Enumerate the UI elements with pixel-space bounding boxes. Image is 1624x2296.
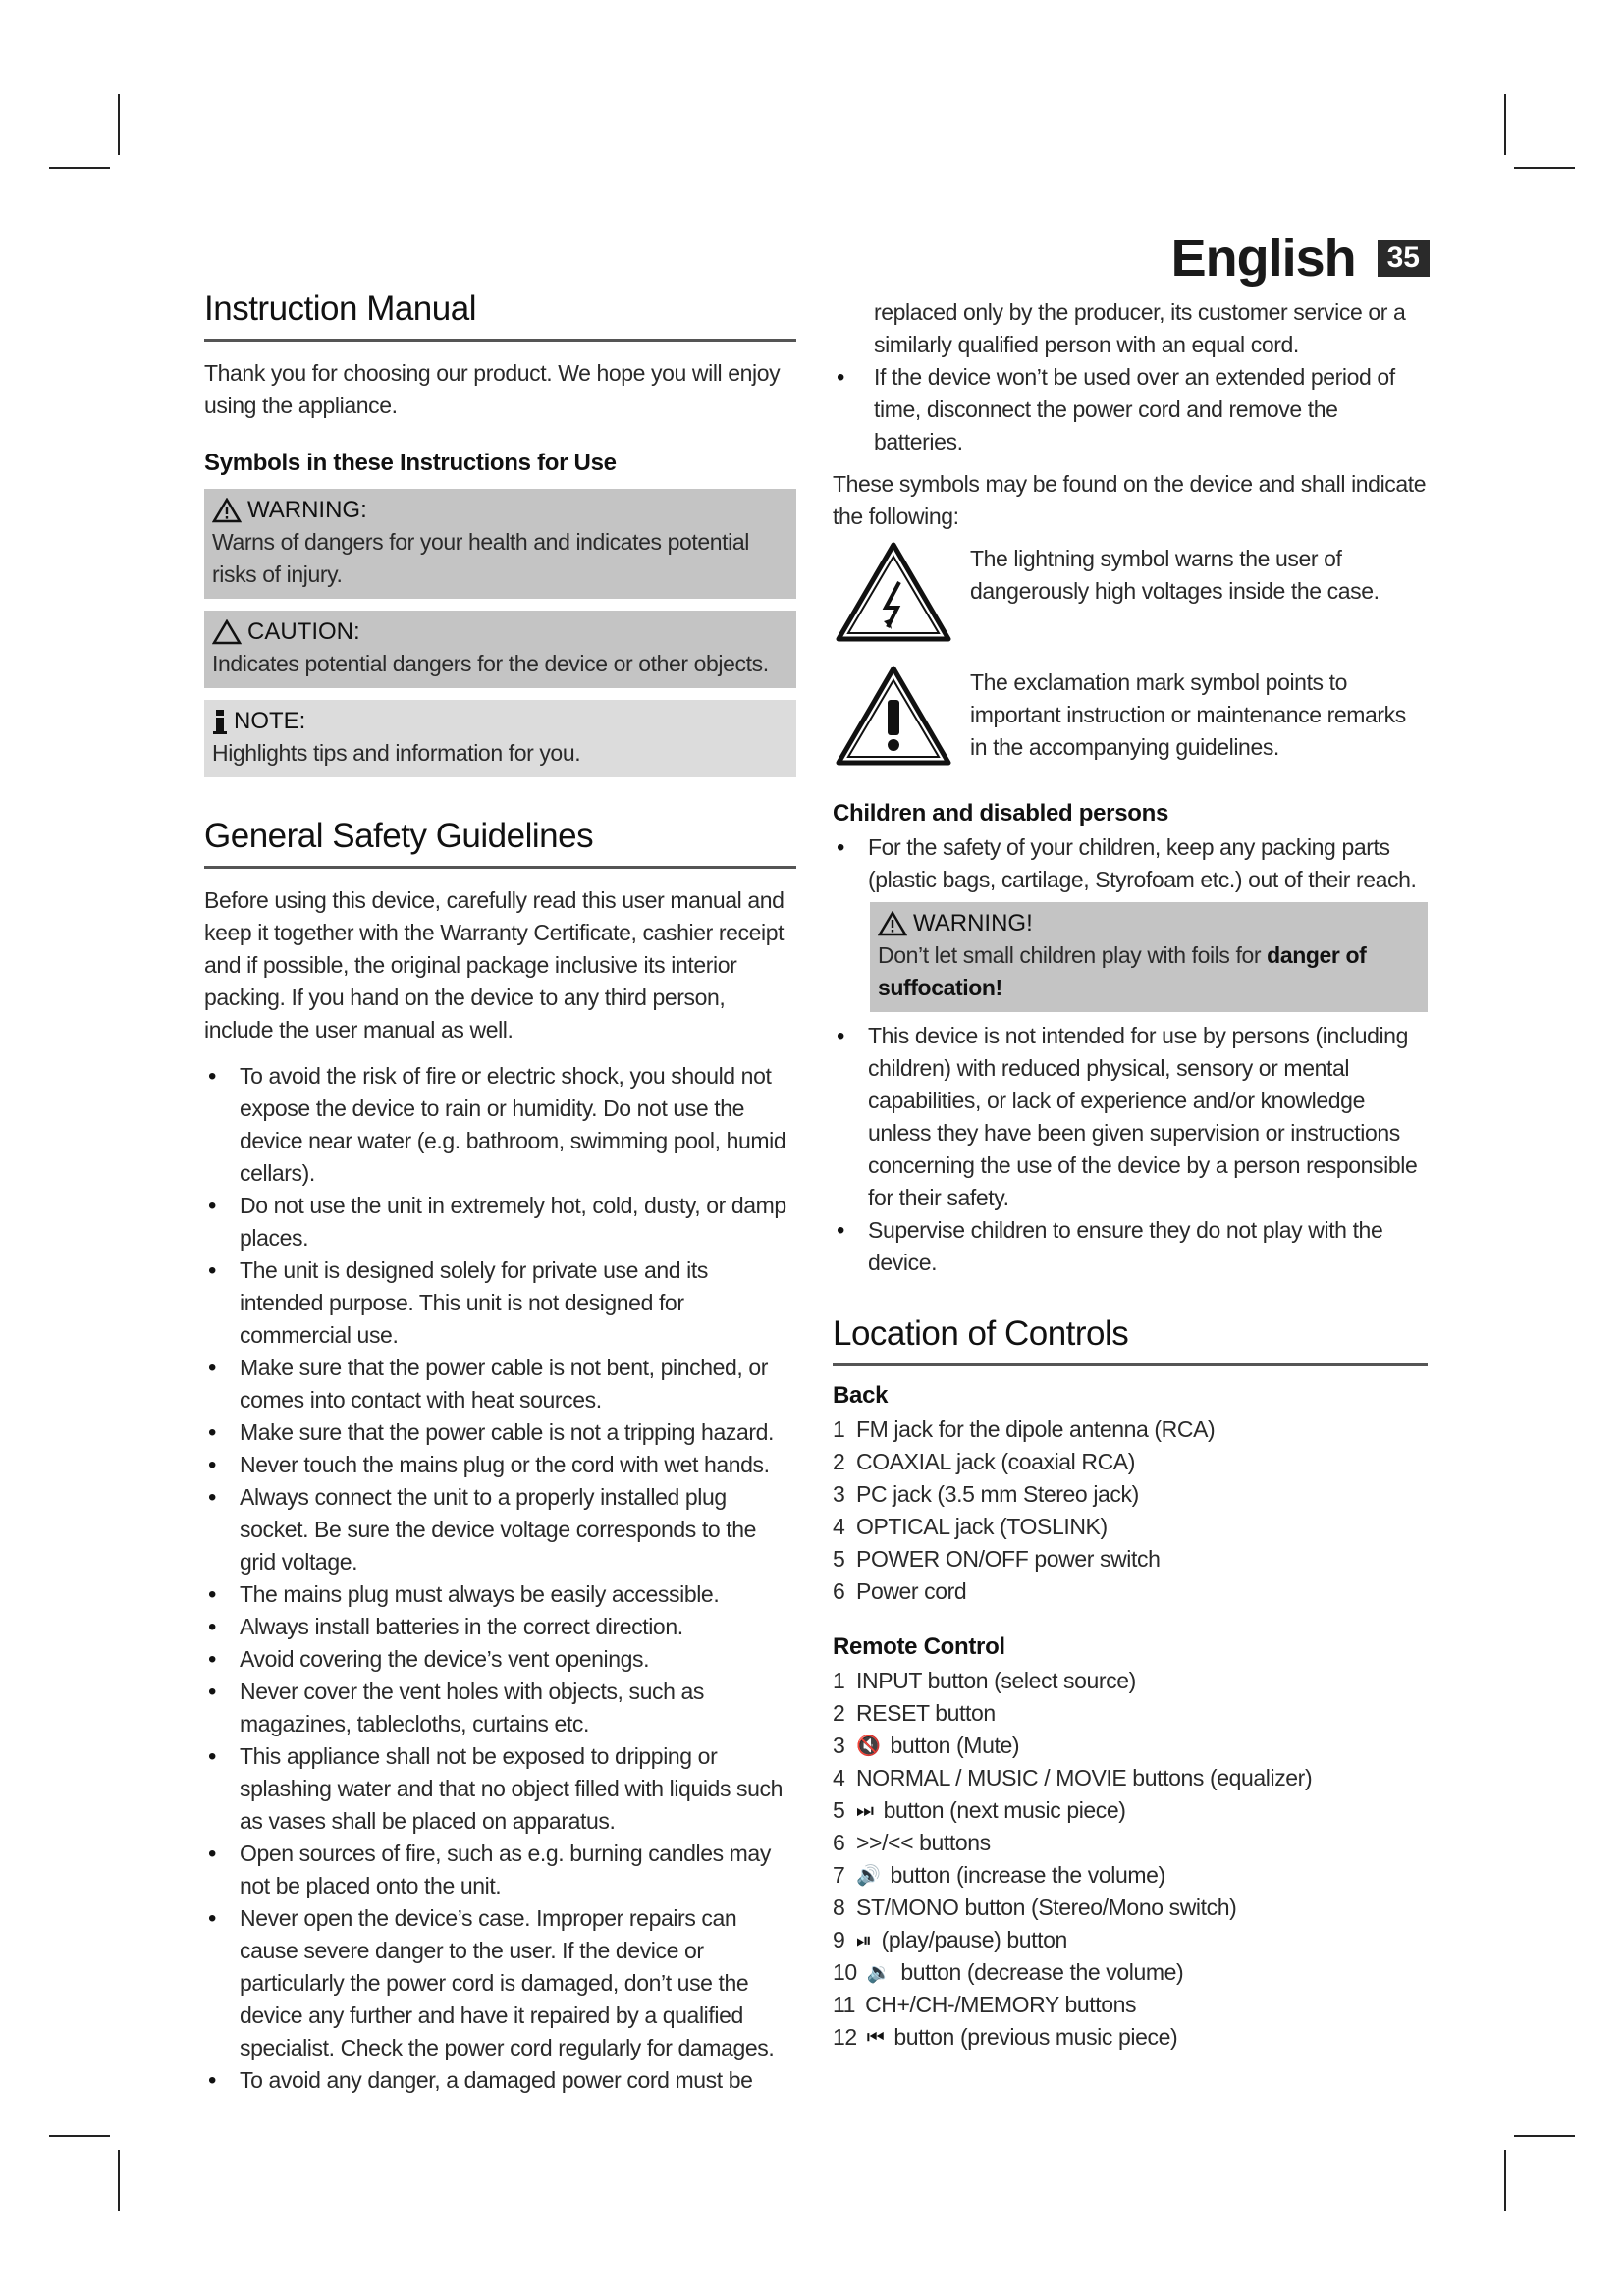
lightning-warning-icon [833,539,954,647]
caution-text: Indicates potential dangers for the device or other objects. [212,651,769,676]
list-item: • Open sources of fire, such as e.g. burning candles may not be placed onto the unit. [204,1838,796,1902]
crop-mark [49,2135,110,2137]
item-text: OPTICAL jack (TOSLINK) [856,1514,1108,1539]
next-track-icon: ⏭ [856,1798,874,1822]
list-item [833,1730,1428,1762]
item-number: 5 [833,1546,845,1572]
child-warning-title [878,908,1420,939]
list-item: • For the safety of your children, keep any packing parts (plastic bags, cartilage, Styrofoam etc.) out of their reach. [833,831,1428,896]
item-text: button (next music piece) [883,1797,1126,1823]
item-number: 3 [833,1481,845,1507]
list-item: • The unit is designed solely for private use and its intended purpose. This unit is not designed for commercial use. [204,1255,796,1352]
child-warning-title-text: WARNING! [913,910,1033,936]
crop-mark [1504,2150,1506,2211]
back-heading: Back [833,1382,889,1409]
safety-guidelines-title: General Safety Guidelines [204,817,796,869]
info-icon [212,708,228,735]
list-item [833,1956,1428,1989]
list-item [833,1924,1428,1956]
lightning-symbol-row [833,539,1428,647]
item-number: 10 [833,1959,857,1985]
item-text: button (Mute) [890,1733,1020,1758]
item-number: 2 [833,1700,845,1726]
list-item: • This appliance shall not be exposed to dripping or splashing water and that no object filled with liquids such as vases shall be placed on apparatus. [204,1740,796,1838]
list-item: • The mains plug must always be easily accessible. [204,1578,796,1611]
item-text: COAXIAL jack (coaxial RCA) [856,1449,1135,1474]
location-of-controls-title: Location of Controls [833,1314,1428,1366]
item-text: button (increase the volume) [890,1862,1165,1888]
list-item [833,1697,1428,1730]
item-text: Power cord [856,1578,967,1604]
list-item: • This device is not intended for use by persons (including children) with reduced physical, sensory or mental capabilities, or lack of experience and/or knowledge unless they have been given supervision or instructions concerning the use of the device by a person responsible for their safety. [833,1020,1428,1214]
symbols-heading: Symbols in these Instructions for Use [204,450,617,476]
list-item: • To avoid any danger, a damaged power cord must be [204,2064,796,2097]
children-heading: Children and disabled persons [833,800,1169,827]
safety-intro-text: Before using this device, carefully read this user manual and keep it together with the Warranty Certificate, cashier receipt and if possible, the original package inclusive its interior packing. If you hand on the device to any third person, include the user manual as well. [204,887,785,1042]
page-number: 35 [1378,240,1430,277]
volume-down-icon: 🔉 [866,1960,892,1984]
symbols-intro-text: These symbols may be found on the device and shall indicate the following: [833,471,1427,529]
item-text: button (previous music piece) [893,2024,1178,2050]
warning-title [212,495,788,526]
item-text: NORMAL / MUSIC / MOVIE buttons (equalizer) [856,1765,1313,1790]
exclamation-warning-icon [833,663,954,771]
item-number: 6 [833,1578,845,1604]
list-item [833,1543,1428,1575]
list-item [833,1478,1428,1511]
item-number: 5 [833,1797,845,1823]
warning-text: Warns of dangers for your health and indicates potential risks of injury. [212,529,749,587]
item-number: 7 [833,1862,845,1888]
children-bullet-list [833,831,1428,896]
warning-triangle-icon [212,498,242,523]
list-item: • Make sure that the power cable is not a tripping hazard. [204,1416,796,1449]
note-title-text: NOTE: [234,708,306,734]
intro-text: Thank you for choosing our product. We hope you will enjoy using the appliance. [204,360,781,418]
continued-text: replaced only by the producer, its customer service or a similarly qualified person with an equal cord. [874,299,1406,357]
item-number: 9 [833,1927,845,1952]
crop-mark [49,167,110,169]
safety-bullet-list [204,1060,796,2097]
child-warning-text-bold: danger of suffocation! [878,942,1367,1000]
list-item: • To avoid the risk of fire or electric shock, you should not expose the device to rain or humidity. Do not use the device near water (e.g. bathroom, swimming pool, humid cellars). [204,1060,796,1190]
list-item [833,1892,1428,1924]
list-item: • Never touch the mains plug or the cord with wet hands. [204,1449,796,1481]
crop-mark [1504,94,1506,155]
item-text: RESET button [856,1700,996,1726]
list-item [833,1762,1428,1794]
top-bullet-list [833,361,1428,458]
item-text: ST/MONO button (Stereo/Mono switch) [856,1895,1237,1920]
children-bullet-list-rest [833,1020,1428,1279]
list-item [833,2021,1428,2054]
caution-title-text: CAUTION: [247,618,360,645]
list-item [833,1511,1428,1543]
play-pause-icon: ⏯ [856,1928,872,1951]
left-column [204,290,796,2097]
crop-mark [1514,2135,1575,2137]
item-number: 4 [833,1514,845,1539]
crop-mark [118,2150,120,2211]
item-text: CH+/CH-/MEMORY buttons [865,1992,1137,2017]
item-text: PC jack (3.5 mm Stereo jack) [856,1481,1139,1507]
item-text: FM jack for the dipole antenna (RCA) [856,1416,1216,1442]
child-warning-text [878,939,1420,1004]
note-text: Highlights tips and information for you. [212,740,581,766]
list-item [833,1827,1428,1859]
remote-control-heading: Remote Control [833,1633,1005,1660]
list-item: • Always connect the unit to a properly installed plug socket. Be sure the device voltage corresponds to the grid voltage. [204,1481,796,1578]
caution-box [204,611,796,688]
instruction-manual-title: Instruction Manual [204,290,796,342]
back-controls-list [833,1414,1428,1608]
lightning-description: The lightning symbol warns the user of dangerously high voltages inside the case. [970,546,1380,604]
warning-triangle-icon [878,911,907,936]
list-item: • Never cover the vent holes with objects, such as magazines, tablecloths, curtains etc. [204,1676,796,1740]
list-item [833,1414,1428,1446]
right-column [833,296,1428,2054]
list-item: • If the device won’t be used over an extended period of time, disconnect the power cord and remove the batteries. [833,361,1428,458]
note-title [212,706,788,737]
item-text: button (decrease the volume) [900,1959,1184,1985]
note-box [204,700,796,777]
list-item [833,1665,1428,1697]
exclamation-description: The exclamation mark symbol points to important instruction or maintenance remarks in the accompanying guidelines. [970,669,1406,760]
child-warning-box [870,902,1428,1012]
list-item [833,1859,1428,1892]
list-item: • Never open the device’s case. Improper repairs can cause severe danger to the user. If the device or particularly the power cord is damaged, don’t use the device any further and have it repaired by a qualified specialist. Check the power cord regularly for damages. [204,1902,796,2064]
item-number: 1 [833,1668,845,1693]
item-number: 2 [833,1449,845,1474]
item-text: >>/<< buttons [856,1830,991,1855]
list-item [833,1575,1428,1608]
caution-title [212,616,788,648]
volume-up-icon: 🔊 [856,1863,881,1887]
item-number: 3 [833,1733,845,1758]
list-item: • Avoid covering the device’s vent openings. [204,1643,796,1676]
child-warning-text-start: Don’t let small children play with foils for [878,942,1268,968]
list-item: • Do not use the unit in extremely hot, cold, dusty, or damp places. [204,1190,796,1255]
previous-track-icon: ⏮ [866,2025,885,2049]
warning-title-text: WARNING: [247,497,367,523]
item-text: POWER ON/OFF power switch [856,1546,1161,1572]
warning-box [204,489,796,599]
item-text: INPUT button (select source) [856,1668,1136,1693]
item-number: 12 [833,2024,857,2050]
item-number: 4 [833,1765,845,1790]
list-item: • Make sure that the power cable is not bent, pinched, or comes into contact with heat sources. [204,1352,796,1416]
language-label: English [1170,229,1356,288]
crop-mark [1514,167,1575,169]
remote-controls-list [833,1665,1428,2054]
item-text: (play/pause) button [881,1927,1067,1952]
caution-triangle-icon [212,619,242,645]
list-item [833,1446,1428,1478]
list-item [833,1794,1428,1827]
list-item [833,1989,1428,2021]
list-item: • Always install batteries in the correct direction. [204,1611,796,1643]
item-number: 11 [833,1992,856,2017]
exclamation-symbol-row [833,663,1428,771]
mute-icon: 🔇 [856,1734,881,1757]
crop-mark [118,94,120,155]
item-number: 8 [833,1895,845,1920]
item-number: 6 [833,1830,845,1855]
page-header [1171,228,1430,289]
item-number: 1 [833,1416,845,1442]
list-item: • Supervise children to ensure they do not play with the device. [833,1214,1428,1279]
